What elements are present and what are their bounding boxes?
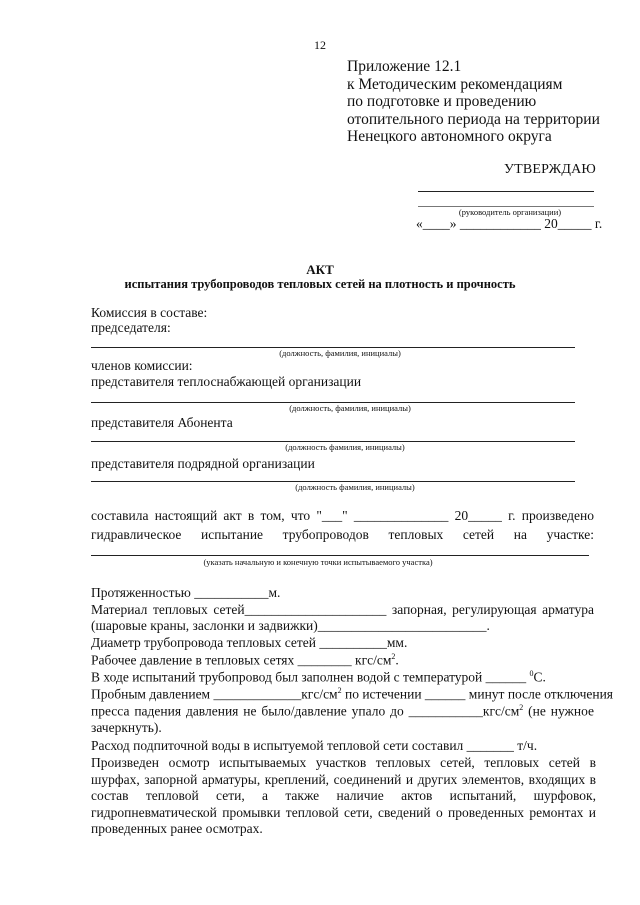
inspection-paragraph: Произведен осмотр испытываемых участков тепловых сетей, тепловых сетей в шурфах, запорной арматуры, креплений, соединений и других элементов, входящих в состав тепловой сети, а также наличие актов испытаний, шурфовок, гидропневматической промывки тепловой сети, сведений о проведенных ремонтах и проведенных ранее осмотрах.: [91, 755, 596, 836]
chairman-label: председателя:: [91, 320, 171, 335]
working-pressure-sup: 2: [391, 652, 396, 661]
test-pressure-rest: по истечении ______ минут после отключения: [341, 686, 614, 702]
subscriber-label: представителя Абонента: [91, 415, 233, 430]
pressure-drop-rest: (не нужное: [523, 703, 595, 719]
statement-line-1: составила настоящий акт в том, что "___" ______________ 20_____ г. произведено: [91, 508, 594, 523]
signature-line: [418, 191, 594, 192]
length-field: Протяженностью ___________м.: [91, 585, 281, 600]
working-pressure-end: .: [395, 652, 399, 668]
water-flow-field: Расход подпиточной воды в испытуемой тепловой сети составил _______ т/ч.: [91, 738, 538, 753]
heat-supplier-caption: (должность, фамилия, инициалы): [289, 403, 411, 413]
appendix-line: Ненецкого автономного округа: [347, 128, 552, 145]
section-caption: (указать начальную и конечную точки испытываемого участка): [203, 557, 433, 567]
working-pressure-field: [91, 652, 399, 669]
test-pressure-line-2: [91, 703, 594, 720]
act-title: АКТ: [306, 262, 334, 277]
section-line: [91, 555, 589, 556]
act-subtitle: испытания трубопроводов тепловых сетей на плотность и прочность: [124, 277, 516, 291]
test-pressure-text: Пробным давлением _____________кгс/см: [91, 686, 338, 702]
heat-supplier-label: представителя теплоснабжающей организации: [91, 374, 362, 389]
test-pressure-sup: 2: [337, 686, 342, 695]
contractor-label: представителя подрядной организации: [91, 456, 315, 471]
test-pressure-line-1: [91, 686, 614, 703]
appendix-line: Приложение 12.1: [347, 58, 462, 75]
approve-label: УТВЕРЖДАЮ: [503, 162, 596, 177]
material-line-2: (шаровые краны, заслонки и задвижки)_________________________.: [91, 618, 490, 633]
temperature-text: В ходе испытаний трубопровод был заполнен водой с температурой ______: [91, 669, 530, 685]
pressure-drop-text: пресса падения давления не было/давление упало до ___________кгс/см: [91, 703, 520, 719]
appendix-line: к Методическим рекомендациям: [347, 75, 563, 93]
head-caption: (руководитель организации): [458, 207, 562, 217]
material-line-1: Материал тепловых сетей_____________________ запорная, регулирующая арматура: [91, 602, 594, 617]
subscriber-caption: (должность фамилия, инициалы): [285, 442, 405, 452]
appendix-line: по подготовке и проведению: [347, 93, 537, 110]
diameter-field: Диаметр трубопровода тепловых сетей __________мм.: [91, 635, 408, 650]
working-pressure-text: Рабочее давление в тепловых сетях ________ кгс/см: [91, 652, 392, 668]
commission-intro: Комиссия в составе:: [91, 305, 208, 320]
appendix-note: [347, 58, 600, 146]
appendix-line: отопительного периода на территории: [347, 110, 600, 128]
chairman-caption: (должность, фамилия, инициалы): [279, 348, 401, 358]
members-label: членов комиссии:: [91, 358, 193, 373]
statement-line-2: гидравлическое испытание трубопроводов тепловых сетей на участке:: [91, 527, 594, 542]
temperature-end: С.: [533, 669, 546, 685]
contractor-caption: (должность фамилия, инициалы): [295, 482, 415, 492]
pressure-drop-sup: 2: [519, 703, 524, 712]
test-pressure-line-3: зачеркнуть).: [91, 720, 162, 735]
approval-date: «____» ____________ 20_____ г.: [416, 216, 603, 231]
temperature-sup: 0: [529, 669, 534, 678]
temperature-field: [91, 669, 546, 686]
page-number: 12: [314, 38, 326, 52]
